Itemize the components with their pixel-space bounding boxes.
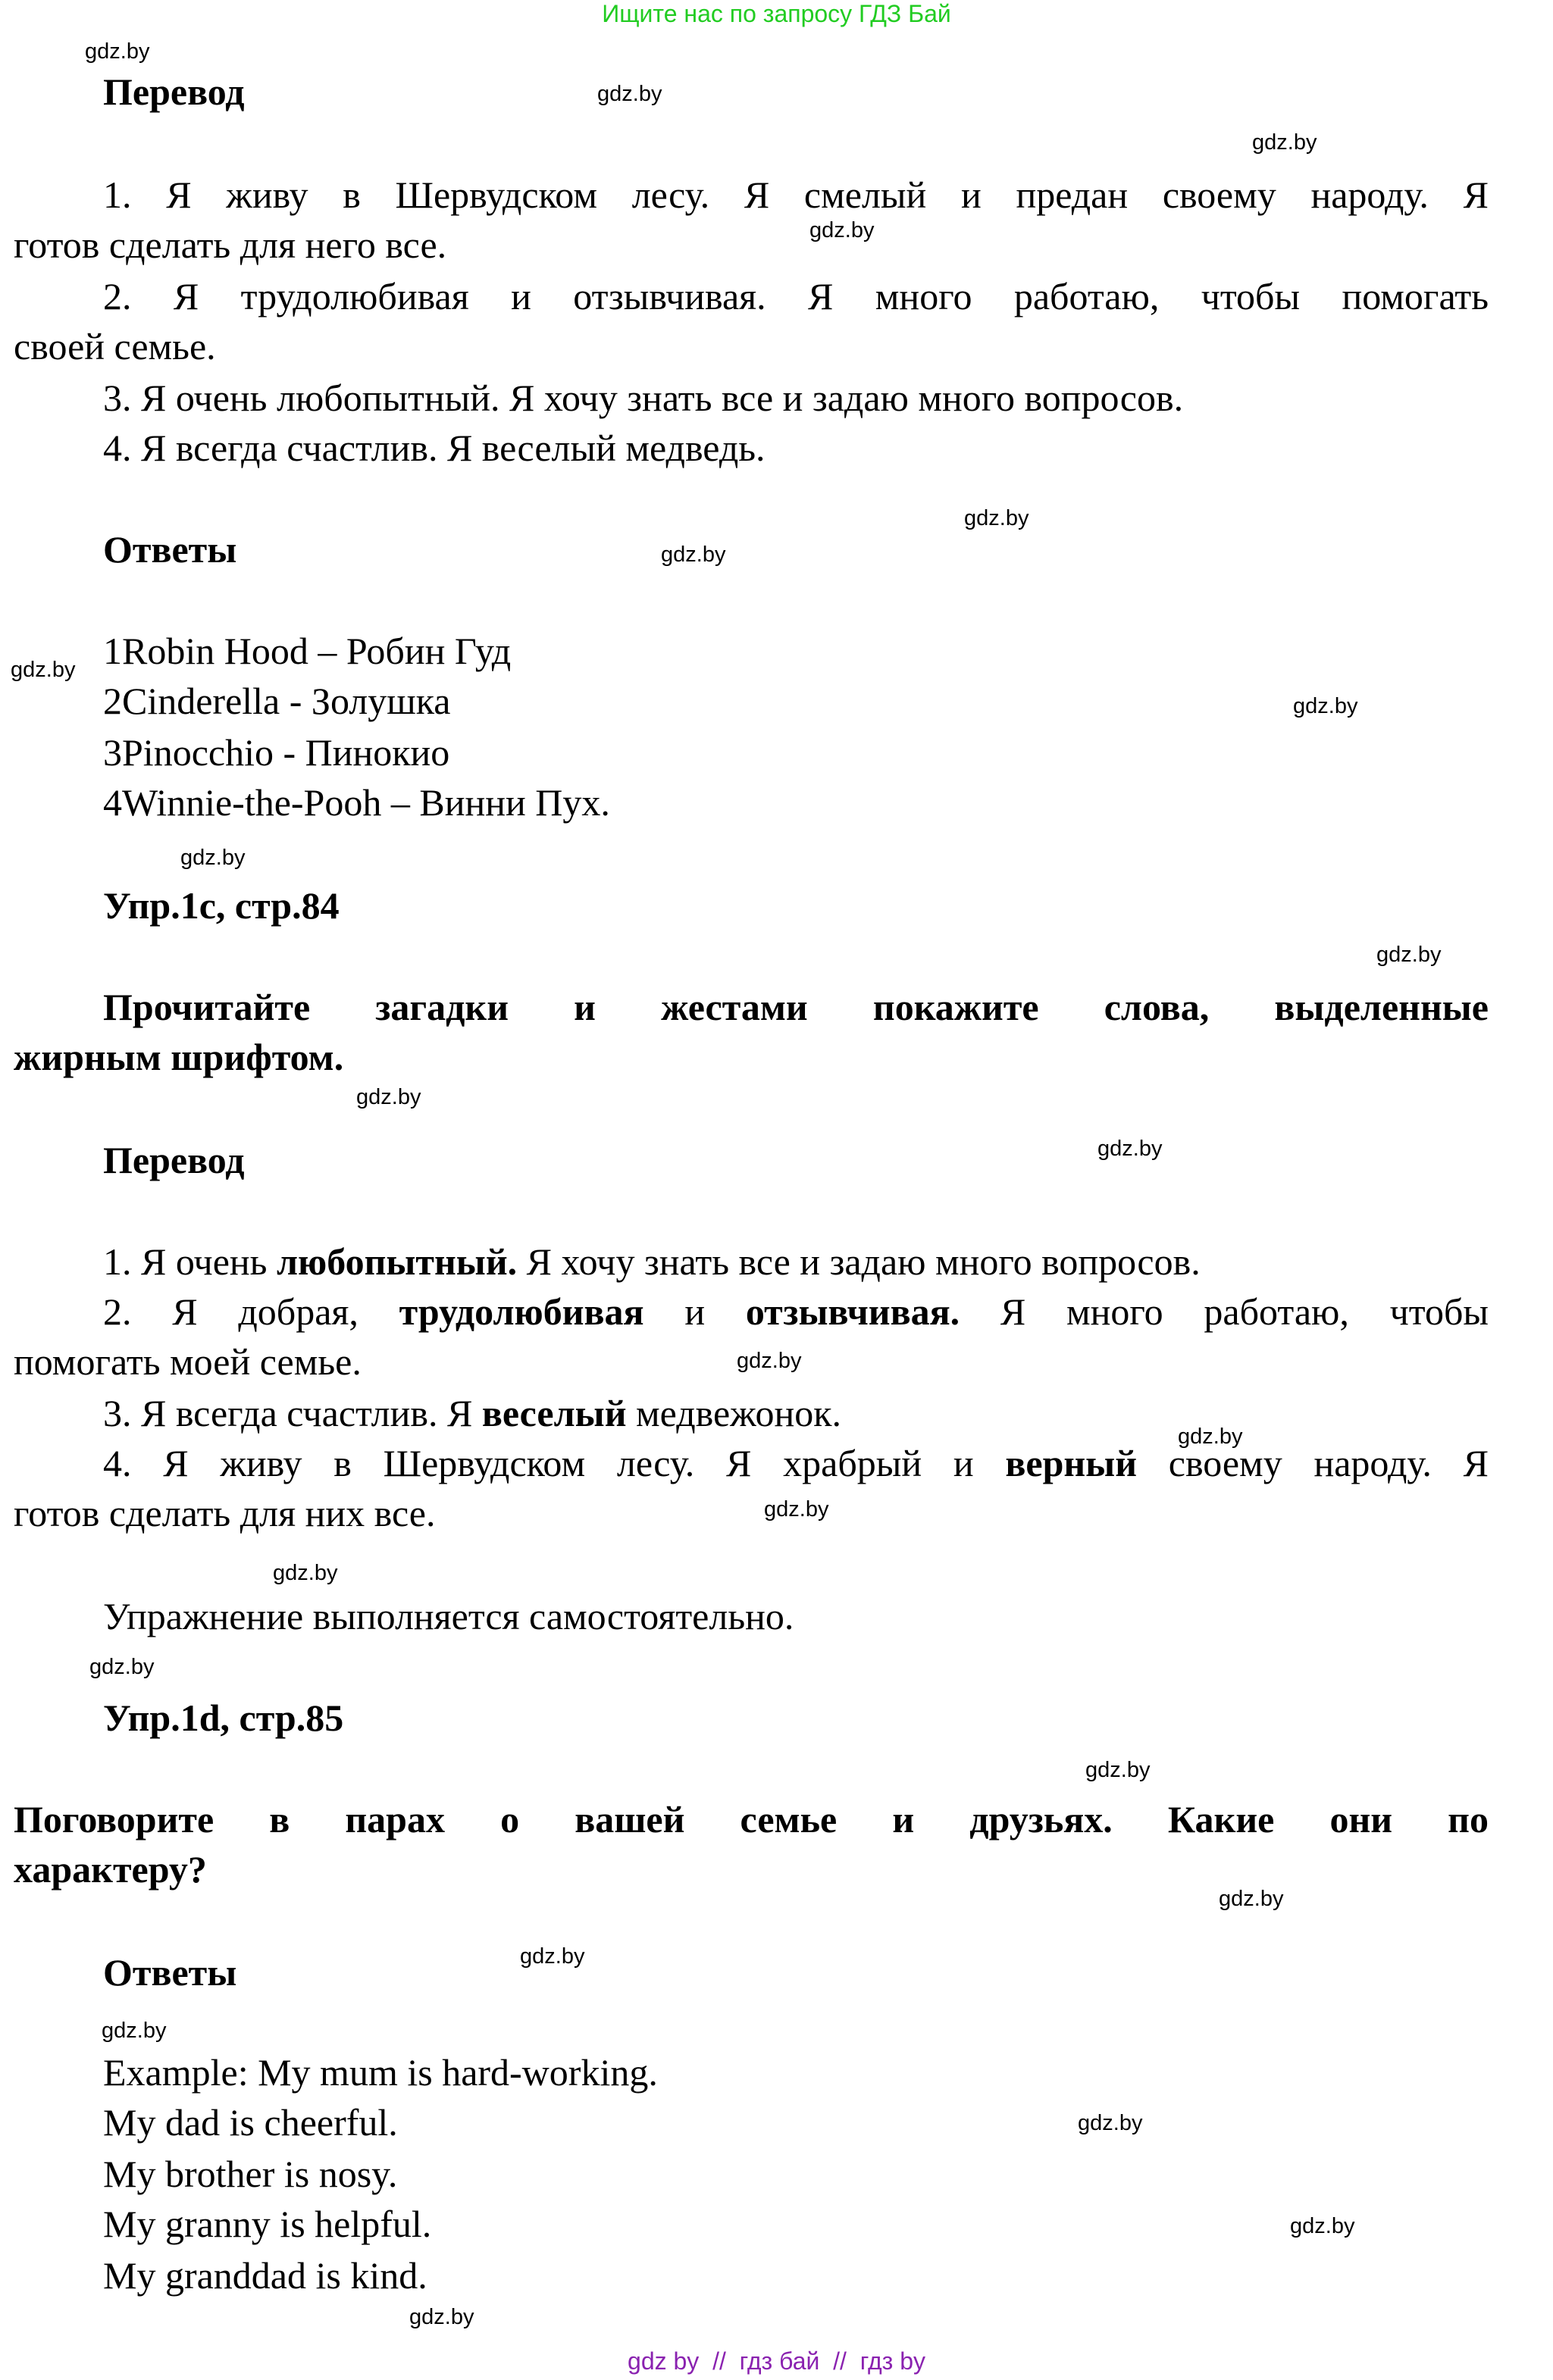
- answer-item-2: 2Cinderella - Золушка: [103, 680, 451, 722]
- item-text: 4. Я живу в Шервудском лесу. Я храбрый и: [103, 1442, 1006, 1484]
- watermark: gdz.by: [102, 2019, 167, 2043]
- exercise-1d-answer-4: My granny is helpful.: [103, 2203, 432, 2245]
- watermark: gdz.by: [764, 1497, 829, 1522]
- bold-word: любопытный.: [276, 1240, 518, 1283]
- item-text: и: [643, 1290, 746, 1333]
- answer-item-1: 1Robin Hood – Робин Гуд: [103, 630, 512, 672]
- watermark: gdz.by: [1219, 1887, 1284, 1911]
- exercise-1c-translation-heading: Перевод: [103, 1139, 245, 1181]
- watermark: gdz.by: [1097, 1137, 1163, 1161]
- answer-item-3: 3Pinocchio - Пинокио: [103, 731, 450, 774]
- watermark: gdz.by: [1252, 130, 1317, 155]
- exercise-1c-task-line-1: Прочитайте загадки и жестами покажите слова, выделенные: [103, 986, 1489, 1028]
- exercise-title-1c: Упр.1с, стр.84: [103, 884, 340, 927]
- item-text: 1. Я очень: [103, 1240, 277, 1283]
- item-text: медвежонок.: [626, 1392, 841, 1434]
- exercise-title-1d: Упр.1d, стр.85: [103, 1697, 344, 1739]
- exercise-1c-item-4-line-2: готов сделать для них все.: [14, 1492, 436, 1534]
- exercise-1d-task-line-1: Поговорите в парах о вашей семье и друзьях. Какие они по: [14, 1798, 1489, 1841]
- watermark: gdz.by: [85, 39, 150, 64]
- watermark: gdz.by: [597, 82, 662, 106]
- watermark: gdz.by: [964, 506, 1029, 530]
- watermark: gdz.by: [11, 658, 76, 682]
- watermark: gdz.by: [89, 1655, 155, 1679]
- watermark: gdz.by: [737, 1349, 802, 1373]
- bold-word: отзывчивая.: [745, 1290, 960, 1333]
- watermark: gdz.by: [661, 543, 726, 567]
- item-text: Я хочу знать все и задаю много вопросов.: [517, 1240, 1201, 1283]
- exercise-1c-item-3: [103, 1388, 841, 1438]
- watermark: gdz.by: [273, 1561, 338, 1585]
- watermark: gdz.by: [409, 2305, 474, 2329]
- top-banner-link[interactable]: Ищите нас по запросу ГДЗ Бай: [602, 0, 951, 27]
- watermark: gdz.by: [1376, 943, 1442, 967]
- item-text: 3. Я всегда счастлив. Я: [103, 1392, 482, 1434]
- watermark: gdz.by: [1293, 694, 1358, 718]
- exercise-1c-item-2-line-2: помогать моей семье.: [14, 1340, 362, 1383]
- section-heading-translation: Перевод: [103, 70, 245, 113]
- translation-item-3: 3. Я очень любопытный. Я хочу знать все и задаю много вопросов.: [103, 377, 1184, 419]
- exercise-1d-task-line-2: характеру?: [14, 1848, 207, 1891]
- item-text: своему народу. Я: [1137, 1442, 1489, 1484]
- watermark: gdz.by: [520, 1944, 585, 1969]
- watermark: gdz.by: [356, 1085, 421, 1109]
- exercise-1d-answer-2: My dad is cheerful.: [103, 2101, 398, 2144]
- section-heading-answers: Ответы: [103, 528, 237, 571]
- translation-item-2-line-2: своей семье.: [14, 325, 216, 367]
- exercise-1d-answer-1: Example: My mum is hard-working.: [103, 2051, 658, 2094]
- translation-item-1-line-1: 1. Я живу в Шервудском лесу. Я смелый и предан своему народу. Я: [103, 174, 1489, 216]
- bold-word: верный: [1005, 1442, 1138, 1484]
- watermark: gdz.by: [1085, 1758, 1151, 1782]
- watermark: gdz.by: [1290, 2214, 1355, 2238]
- exercise-1d-answers-heading: Ответы: [103, 1951, 237, 1994]
- exercise-1d-answer-3: My brother is nosy.: [103, 2153, 398, 2195]
- bottom-banner-link[interactable]: gdz by // гдз бай // гдз by: [628, 2347, 925, 2375]
- exercise-1d-answer-5: My granddad is kind.: [103, 2254, 427, 2297]
- exercise-1c-item-4-line-1: [103, 1438, 1489, 1488]
- item-text: 2. Я добрая,: [103, 1290, 399, 1333]
- watermark: gdz.by: [1178, 1425, 1243, 1449]
- watermark: gdz.by: [180, 846, 246, 870]
- exercise-1c-item-2-line-1: [103, 1287, 1489, 1337]
- exercise-1c-task-line-2: жирным шрифтом.: [14, 1036, 344, 1078]
- watermark: gdz.by: [809, 218, 875, 242]
- watermark: gdz.by: [1078, 2111, 1143, 2135]
- exercise-1c-item-1: [103, 1237, 1201, 1287]
- translation-item-2-line-1: 2. Я трудолюбивая и отзывчивая. Я много работаю, чтобы помогать: [103, 275, 1489, 317]
- item-text: Я много работаю, чтобы: [960, 1290, 1489, 1333]
- translation-item-4: 4. Я всегда счастлив. Я веселый медведь.: [103, 427, 766, 469]
- answer-item-4: 4Winnie-the-Pooh – Винни Пух.: [103, 781, 610, 824]
- bold-word: трудолюбивая: [399, 1290, 644, 1333]
- exercise-1c-note: Упражнение выполняется самостоятельно.: [103, 1595, 794, 1637]
- bold-word: веселый: [481, 1392, 627, 1434]
- translation-item-1-line-2: готов сделать для него все.: [14, 224, 447, 266]
